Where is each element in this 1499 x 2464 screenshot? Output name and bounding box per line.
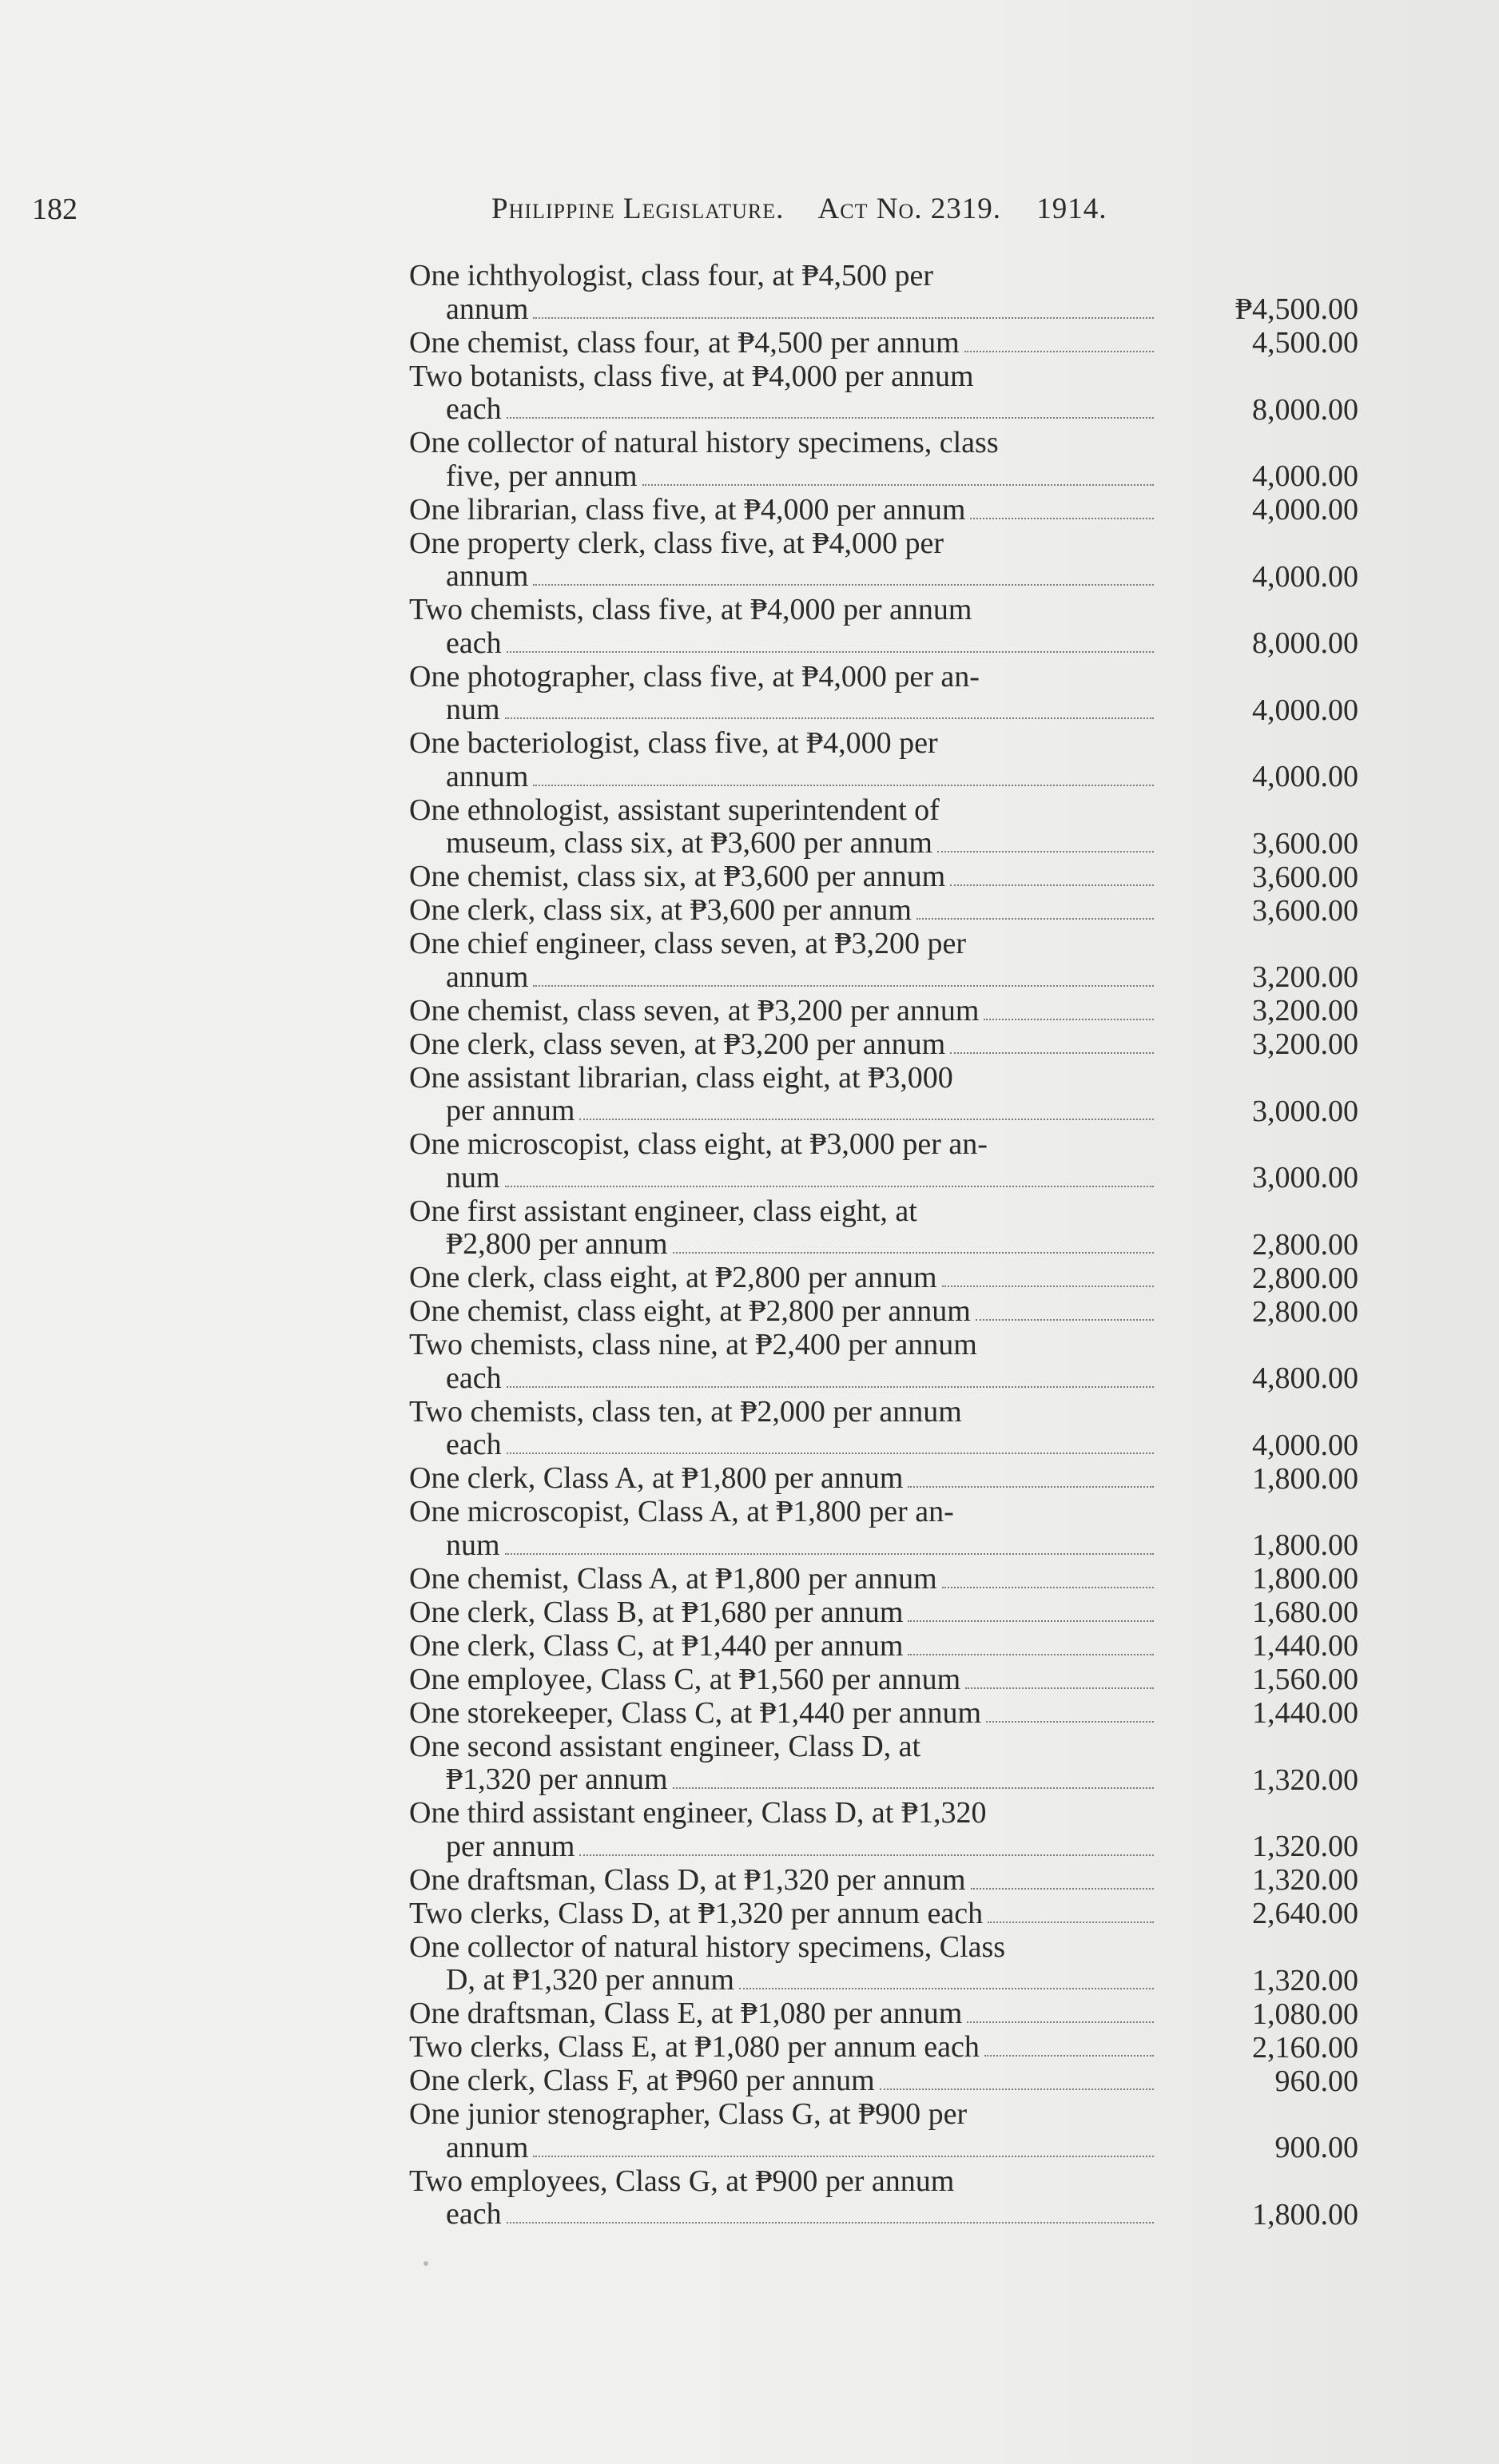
entry-line: each xyxy=(446,2197,502,2231)
entry-line: One collector of natural history specimens, Class xyxy=(409,1929,1006,1964)
entry-amount: 4,000.00 xyxy=(1252,493,1358,527)
appropriation-entry xyxy=(409,2165,1368,2232)
entry-last-line xyxy=(409,961,1159,995)
appropriation-entry xyxy=(409,427,1368,494)
entry-last-line xyxy=(409,1462,1159,1496)
entry-amount: 2,800.00 xyxy=(1252,1294,1358,1329)
entry-line: each xyxy=(446,626,502,660)
entry-last-line xyxy=(409,2198,1159,2232)
dot-leader xyxy=(967,2021,1154,2023)
entry-amount: 1,560.00 xyxy=(1252,1663,1358,1696)
entry-line: Two botanists, class five, at ₱4,000 per annum xyxy=(409,359,974,393)
running-title xyxy=(491,185,1135,233)
appropriation-entry xyxy=(409,794,1368,861)
entry-line: num xyxy=(446,1528,500,1562)
appropriation-entry xyxy=(409,1262,1368,1295)
entry-last-line xyxy=(409,293,1159,327)
entry-description xyxy=(409,995,1159,1028)
entry-description xyxy=(409,1262,1159,1295)
dot-leader xyxy=(642,484,1155,486)
entry-line: Two clerks, Class E, at ₱1,080 per annum each xyxy=(409,2030,980,2064)
appropriation-list xyxy=(409,260,1368,2232)
appropriation-entry xyxy=(409,1563,1368,1596)
dot-leader xyxy=(579,1854,1154,1856)
entry-description xyxy=(409,1295,1159,1329)
entry-last-line xyxy=(409,1529,1159,1563)
entry-line: One draftsman, Class E, at ₱1,080 per annum xyxy=(409,1997,963,2030)
entry-amount: 4,000.00 xyxy=(1252,459,1358,493)
appropriation-entry xyxy=(409,1596,1368,1630)
dot-leader xyxy=(533,985,1154,987)
dot-leader xyxy=(579,1119,1154,1120)
appropriation-entry xyxy=(409,1797,1368,1864)
entry-description xyxy=(409,1797,1159,1864)
appropriation-entry xyxy=(409,727,1368,794)
appropriation-entry xyxy=(409,661,1368,728)
entry-amount: 1,680.00 xyxy=(1252,1596,1358,1629)
entry-description xyxy=(409,794,1159,861)
entry-last-line xyxy=(409,1964,1159,1997)
entry-line: One chemist, Class A, at ₱1,800 per annum xyxy=(409,1561,937,1596)
entry-description xyxy=(409,1630,1159,1663)
entry-last-line xyxy=(409,393,1159,427)
entry-amount: 4,000.00 xyxy=(1252,760,1358,793)
entry-line: One clerk, Class C, at ₱1,440 per annum xyxy=(409,1628,904,1663)
entry-description xyxy=(409,2065,1159,2098)
entry-last-line xyxy=(409,1864,1159,1898)
entry-description xyxy=(409,928,1159,995)
appropriation-entry xyxy=(409,594,1368,661)
appropriation-entry xyxy=(409,1195,1368,1262)
entry-amount: 3,200.00 xyxy=(1252,994,1358,1027)
page-speck xyxy=(423,2261,428,2266)
dot-leader xyxy=(533,2156,1154,2157)
entry-last-line xyxy=(409,1095,1159,1128)
entry-last-line xyxy=(409,560,1159,594)
entry-description xyxy=(409,594,1159,661)
entry-last-line xyxy=(409,1028,1159,1062)
entry-description xyxy=(409,1663,1159,1697)
entry-amount: 4,000.00 xyxy=(1252,559,1358,594)
entry-line: One chemist, class eight, at ₱2,800 per annum xyxy=(409,1294,971,1328)
entry-line: One ethnologist, assistant superintendent of xyxy=(409,793,940,827)
dot-leader xyxy=(533,785,1154,786)
entry-line: num xyxy=(446,693,500,726)
entry-amount: 1,320.00 xyxy=(1252,1830,1358,1863)
appropriation-entry xyxy=(409,1997,1368,2031)
entry-description xyxy=(409,2031,1159,2065)
entry-description xyxy=(409,894,1159,928)
dot-leader xyxy=(507,417,1155,419)
entry-description xyxy=(409,727,1159,794)
dot-leader xyxy=(507,1453,1155,1454)
entry-last-line xyxy=(409,2132,1159,2165)
dot-leader xyxy=(908,1486,1154,1488)
entry-last-line xyxy=(409,1830,1159,1864)
entry-amount: 4,000.00 xyxy=(1252,1428,1358,1462)
entry-amount: 3,200.00 xyxy=(1252,960,1358,994)
entry-amount: 1,800.00 xyxy=(1252,2197,1358,2232)
entry-amount: 2,800.00 xyxy=(1252,1227,1358,1262)
entry-last-line xyxy=(409,1228,1159,1262)
entry-description xyxy=(409,360,1159,427)
entry-amount: 3,200.00 xyxy=(1252,1027,1358,1061)
entry-line: One microscopist, Class A, at ₱1,800 per an- xyxy=(409,1495,954,1528)
entry-amount: 1,800.00 xyxy=(1252,1461,1358,1496)
entry-line: ₱1,320 per annum xyxy=(446,1763,668,1796)
appropriation-entry xyxy=(409,1028,1368,1062)
appropriation-entry xyxy=(409,2065,1368,2098)
entry-line: One third assistant engineer, Class D, at ₱1,320 xyxy=(409,1796,987,1830)
entry-line: each xyxy=(446,1361,502,1395)
entry-line: One clerk, class eight, at ₱2,800 per annum xyxy=(409,1261,937,1294)
entry-line: annum xyxy=(446,960,529,994)
appropriation-entry xyxy=(409,2031,1368,2065)
dot-leader xyxy=(739,1988,1154,1989)
entry-line: One bacteriologist, class five, at ₱4,000 per xyxy=(409,726,938,760)
entry-last-line xyxy=(409,894,1159,928)
dot-leader xyxy=(984,1019,1154,1020)
appropriation-entry xyxy=(409,1630,1368,1663)
appropriation-entry xyxy=(409,1931,1368,1998)
entry-line: D, at ₱1,320 per annum xyxy=(446,1963,734,1997)
entry-last-line xyxy=(409,627,1159,661)
entry-line: Two chemists, class five, at ₱4,000 per annum xyxy=(409,593,972,626)
dot-leader xyxy=(976,1319,1155,1321)
appropriation-entry xyxy=(409,1898,1368,1931)
appropriation-entry xyxy=(409,1864,1368,1898)
entry-line: One chief engineer, class seven, at ₱3,200 per xyxy=(409,927,967,960)
entry-description xyxy=(409,1028,1159,1062)
entry-amount: 4,800.00 xyxy=(1252,1361,1358,1395)
entry-last-line xyxy=(409,995,1159,1028)
entry-description xyxy=(409,661,1159,728)
entry-amount: 8,000.00 xyxy=(1252,626,1358,660)
entry-line: Two employees, Class G, at ₱900 per annum xyxy=(409,2164,955,2198)
entry-last-line xyxy=(409,1997,1159,2031)
dot-leader xyxy=(908,1620,1154,1622)
appropriation-entry xyxy=(409,1128,1368,1195)
appropriation-entry xyxy=(409,928,1368,995)
entry-last-line xyxy=(409,460,1159,494)
entry-last-line xyxy=(409,827,1159,860)
entry-last-line xyxy=(409,494,1159,527)
dot-leader xyxy=(507,2222,1155,2224)
entry-last-line xyxy=(409,1262,1159,1295)
entry-line: One ichthyologist, class four, at ₱4,500 per xyxy=(409,259,933,292)
entry-amount: 960.00 xyxy=(1274,2064,1358,2098)
entry-last-line xyxy=(409,1697,1159,1731)
entry-amount: 1,320.00 xyxy=(1252,1963,1358,1997)
entry-line: museum, class six, at ₱3,600 per annum xyxy=(446,826,932,860)
dot-leader xyxy=(986,1721,1154,1723)
entry-line: One chemist, class four, at ₱4,500 per annum xyxy=(409,325,960,360)
appropriation-entry xyxy=(409,1462,1368,1496)
entry-description xyxy=(409,1997,1159,2031)
entry-line: annum xyxy=(446,292,529,326)
entry-line: each xyxy=(446,1428,502,1461)
entry-line: One photographer, class five, at ₱4,000 per an- xyxy=(409,659,980,693)
entry-amount: 1,440.00 xyxy=(1252,1629,1358,1663)
entry-description xyxy=(409,1462,1159,1496)
dot-leader xyxy=(880,2088,1155,2090)
appropriation-entry xyxy=(409,327,1368,360)
appropriation-entry xyxy=(409,1396,1368,1463)
entry-line: One clerk, Class A, at ₱1,800 per annum xyxy=(409,1461,904,1495)
entry-description xyxy=(409,2098,1159,2165)
entry-line: One clerk, Class F, at ₱960 per annum xyxy=(409,2064,875,2097)
entry-line: One property clerk, class five, at ₱4,000 per xyxy=(409,526,944,560)
entry-amount: 3,600.00 xyxy=(1252,893,1358,928)
appropriation-entry xyxy=(409,1062,1368,1129)
entry-last-line xyxy=(409,327,1159,360)
entry-amount: 4,000.00 xyxy=(1252,693,1358,727)
entry-amount: 3,600.00 xyxy=(1252,826,1358,860)
dot-leader xyxy=(505,717,1155,719)
entry-line: One draftsman, Class D, at ₱1,320 per annum xyxy=(409,1862,966,1897)
entry-amount: 3,000.00 xyxy=(1252,1161,1358,1194)
entry-last-line xyxy=(409,860,1159,894)
entry-amount: ₱4,500.00 xyxy=(1235,292,1358,326)
entry-description xyxy=(409,1062,1159,1129)
entry-last-line xyxy=(409,761,1159,794)
dot-leader xyxy=(984,2055,1155,2057)
entry-description xyxy=(409,1898,1159,1931)
appropriation-entry xyxy=(409,894,1368,928)
dot-leader xyxy=(942,1286,1155,1287)
appropriation-entry xyxy=(409,1731,1368,1798)
dot-leader xyxy=(505,1553,1155,1555)
entry-description xyxy=(409,1697,1159,1731)
dot-leader xyxy=(507,1386,1155,1388)
title-act-number: Act No. 2319. xyxy=(817,193,1001,225)
entry-last-line xyxy=(409,1563,1159,1596)
entry-last-line xyxy=(409,1663,1159,1697)
entry-line: One collector of natural history specimens, class xyxy=(409,426,999,459)
entry-line: Two chemists, class nine, at ₱2,400 per annum xyxy=(409,1328,977,1361)
dot-leader xyxy=(950,884,1154,886)
entry-line: One clerk, class six, at ₱3,600 per annum xyxy=(409,893,912,927)
entry-last-line xyxy=(409,1295,1159,1329)
entry-last-line xyxy=(409,1362,1159,1396)
entry-description xyxy=(409,494,1159,527)
entry-line: Two clerks, Class D, at ₱1,320 per annum each xyxy=(409,1896,984,1930)
entry-description xyxy=(409,1329,1159,1396)
title-legislature: Philippine Legislature. xyxy=(491,193,785,225)
appropriation-entry xyxy=(409,527,1368,594)
entry-description xyxy=(409,1864,1159,1898)
entry-line: each xyxy=(446,392,502,426)
entry-amount: 1,800.00 xyxy=(1252,1562,1358,1596)
appropriation-entry xyxy=(409,260,1368,327)
appropriation-entry xyxy=(409,860,1368,894)
entry-amount: 1,320.00 xyxy=(1252,1763,1358,1797)
entry-description xyxy=(409,427,1159,494)
entry-line: One employee, Class C, at ₱1,560 per annum xyxy=(409,1662,961,1696)
appropriation-entry xyxy=(409,1663,1368,1697)
entry-description xyxy=(409,1128,1159,1195)
entry-amount: 2,800.00 xyxy=(1252,1261,1358,1295)
dot-leader xyxy=(971,1888,1155,1890)
page-header xyxy=(32,185,1342,233)
entry-description xyxy=(409,527,1159,594)
entry-line: One microscopist, class eight, at ₱3,000 per an- xyxy=(409,1127,988,1161)
title-year: 1914. xyxy=(1036,193,1107,225)
dot-leader xyxy=(970,518,1154,519)
dot-leader xyxy=(964,351,1155,352)
entry-line: five, per annum xyxy=(446,459,638,493)
entry-amount: 2,160.00 xyxy=(1252,2030,1358,2065)
appropriation-entry xyxy=(409,1496,1368,1563)
entry-line: One assistant librarian, class eight, at ₱3,000 xyxy=(409,1060,953,1095)
entry-last-line xyxy=(409,2065,1159,2098)
entry-last-line xyxy=(409,1763,1159,1797)
entry-last-line xyxy=(409,693,1159,727)
dot-leader xyxy=(908,1654,1154,1655)
entry-description xyxy=(409,1563,1159,1596)
dot-leader xyxy=(673,1252,1155,1254)
entry-line: One second assistant engineer, Class D, at xyxy=(409,1729,921,1763)
dot-leader xyxy=(533,584,1154,586)
dot-leader xyxy=(942,1587,1155,1588)
entry-last-line xyxy=(409,1630,1159,1663)
entry-amount: 2,640.00 xyxy=(1252,1897,1358,1930)
dot-leader xyxy=(988,1922,1154,1923)
dot-leader xyxy=(507,651,1155,653)
entry-line: One clerk, class seven, at ₱3,200 per annum xyxy=(409,1027,946,1061)
dot-leader xyxy=(533,317,1154,319)
entry-last-line xyxy=(409,1162,1159,1195)
appropriation-entry xyxy=(409,1697,1368,1731)
entry-line: One chemist, class seven, at ₱3,200 per annum xyxy=(409,993,980,1027)
entry-line: num xyxy=(446,1160,500,1194)
entry-line: One chemist, class six, at ₱3,600 per annum xyxy=(409,860,946,893)
entry-description xyxy=(409,1731,1159,1798)
entry-line: annum xyxy=(446,759,529,793)
appropriation-entry xyxy=(409,360,1368,427)
entry-line: One clerk, Class B, at ₱1,680 per annum xyxy=(409,1595,904,1629)
entry-line: One junior stenographer, Class G, at ₱900 per xyxy=(409,2097,968,2131)
entry-last-line xyxy=(409,1898,1159,1931)
appropriation-entry xyxy=(409,1329,1368,1396)
dot-leader xyxy=(916,918,1154,920)
appropriation-entry xyxy=(409,1295,1368,1329)
entry-line: Two chemists, class ten, at ₱2,000 per annum xyxy=(409,1394,962,1429)
entry-description xyxy=(409,260,1159,327)
page-number: 182 xyxy=(32,193,78,226)
entry-last-line xyxy=(409,2031,1159,2065)
entry-amount: 3,600.00 xyxy=(1252,860,1358,894)
dot-leader xyxy=(965,1687,1154,1689)
entry-amount: 1,080.00 xyxy=(1252,1997,1358,2031)
entry-description xyxy=(409,1195,1159,1262)
entry-description xyxy=(409,860,1159,894)
entry-description xyxy=(409,327,1159,360)
entry-amount: 1,800.00 xyxy=(1252,1528,1358,1562)
entry-line: annum xyxy=(446,2130,529,2164)
appropriation-entry xyxy=(409,2098,1368,2165)
entry-description xyxy=(409,2165,1159,2232)
entry-line: One storekeeper, Class C, at ₱1,440 per annum xyxy=(409,1695,982,1730)
entry-line: One first assistant engineer, class eight, at xyxy=(409,1194,917,1228)
entry-amount: 1,440.00 xyxy=(1252,1696,1358,1730)
entry-amount: 3,000.00 xyxy=(1252,1094,1358,1128)
entry-description xyxy=(409,1931,1159,1998)
entry-description xyxy=(409,1496,1159,1563)
dot-leader xyxy=(505,1186,1155,1187)
entry-line: per annum xyxy=(446,1829,575,1863)
appropriation-entry xyxy=(409,995,1368,1028)
entry-amount: 900.00 xyxy=(1274,2131,1358,2164)
entry-line: annum xyxy=(446,559,529,593)
entry-amount: 4,500.00 xyxy=(1252,326,1358,360)
entry-description xyxy=(409,1396,1159,1463)
dot-leader xyxy=(673,1787,1155,1789)
entry-last-line xyxy=(409,1429,1159,1462)
entry-line: per annum xyxy=(446,1094,575,1127)
entry-line: One librarian, class five, at ₱4,000 per annum xyxy=(409,492,966,527)
entry-amount: 8,000.00 xyxy=(1252,392,1358,427)
dot-leader xyxy=(950,1052,1154,1054)
appropriation-entry xyxy=(409,494,1368,527)
entry-line: ₱2,800 per annum xyxy=(446,1227,668,1261)
entry-description xyxy=(409,1596,1159,1630)
dot-leader xyxy=(937,851,1154,852)
entry-amount: 1,320.00 xyxy=(1252,1863,1358,1897)
entry-last-line xyxy=(409,1596,1159,1630)
